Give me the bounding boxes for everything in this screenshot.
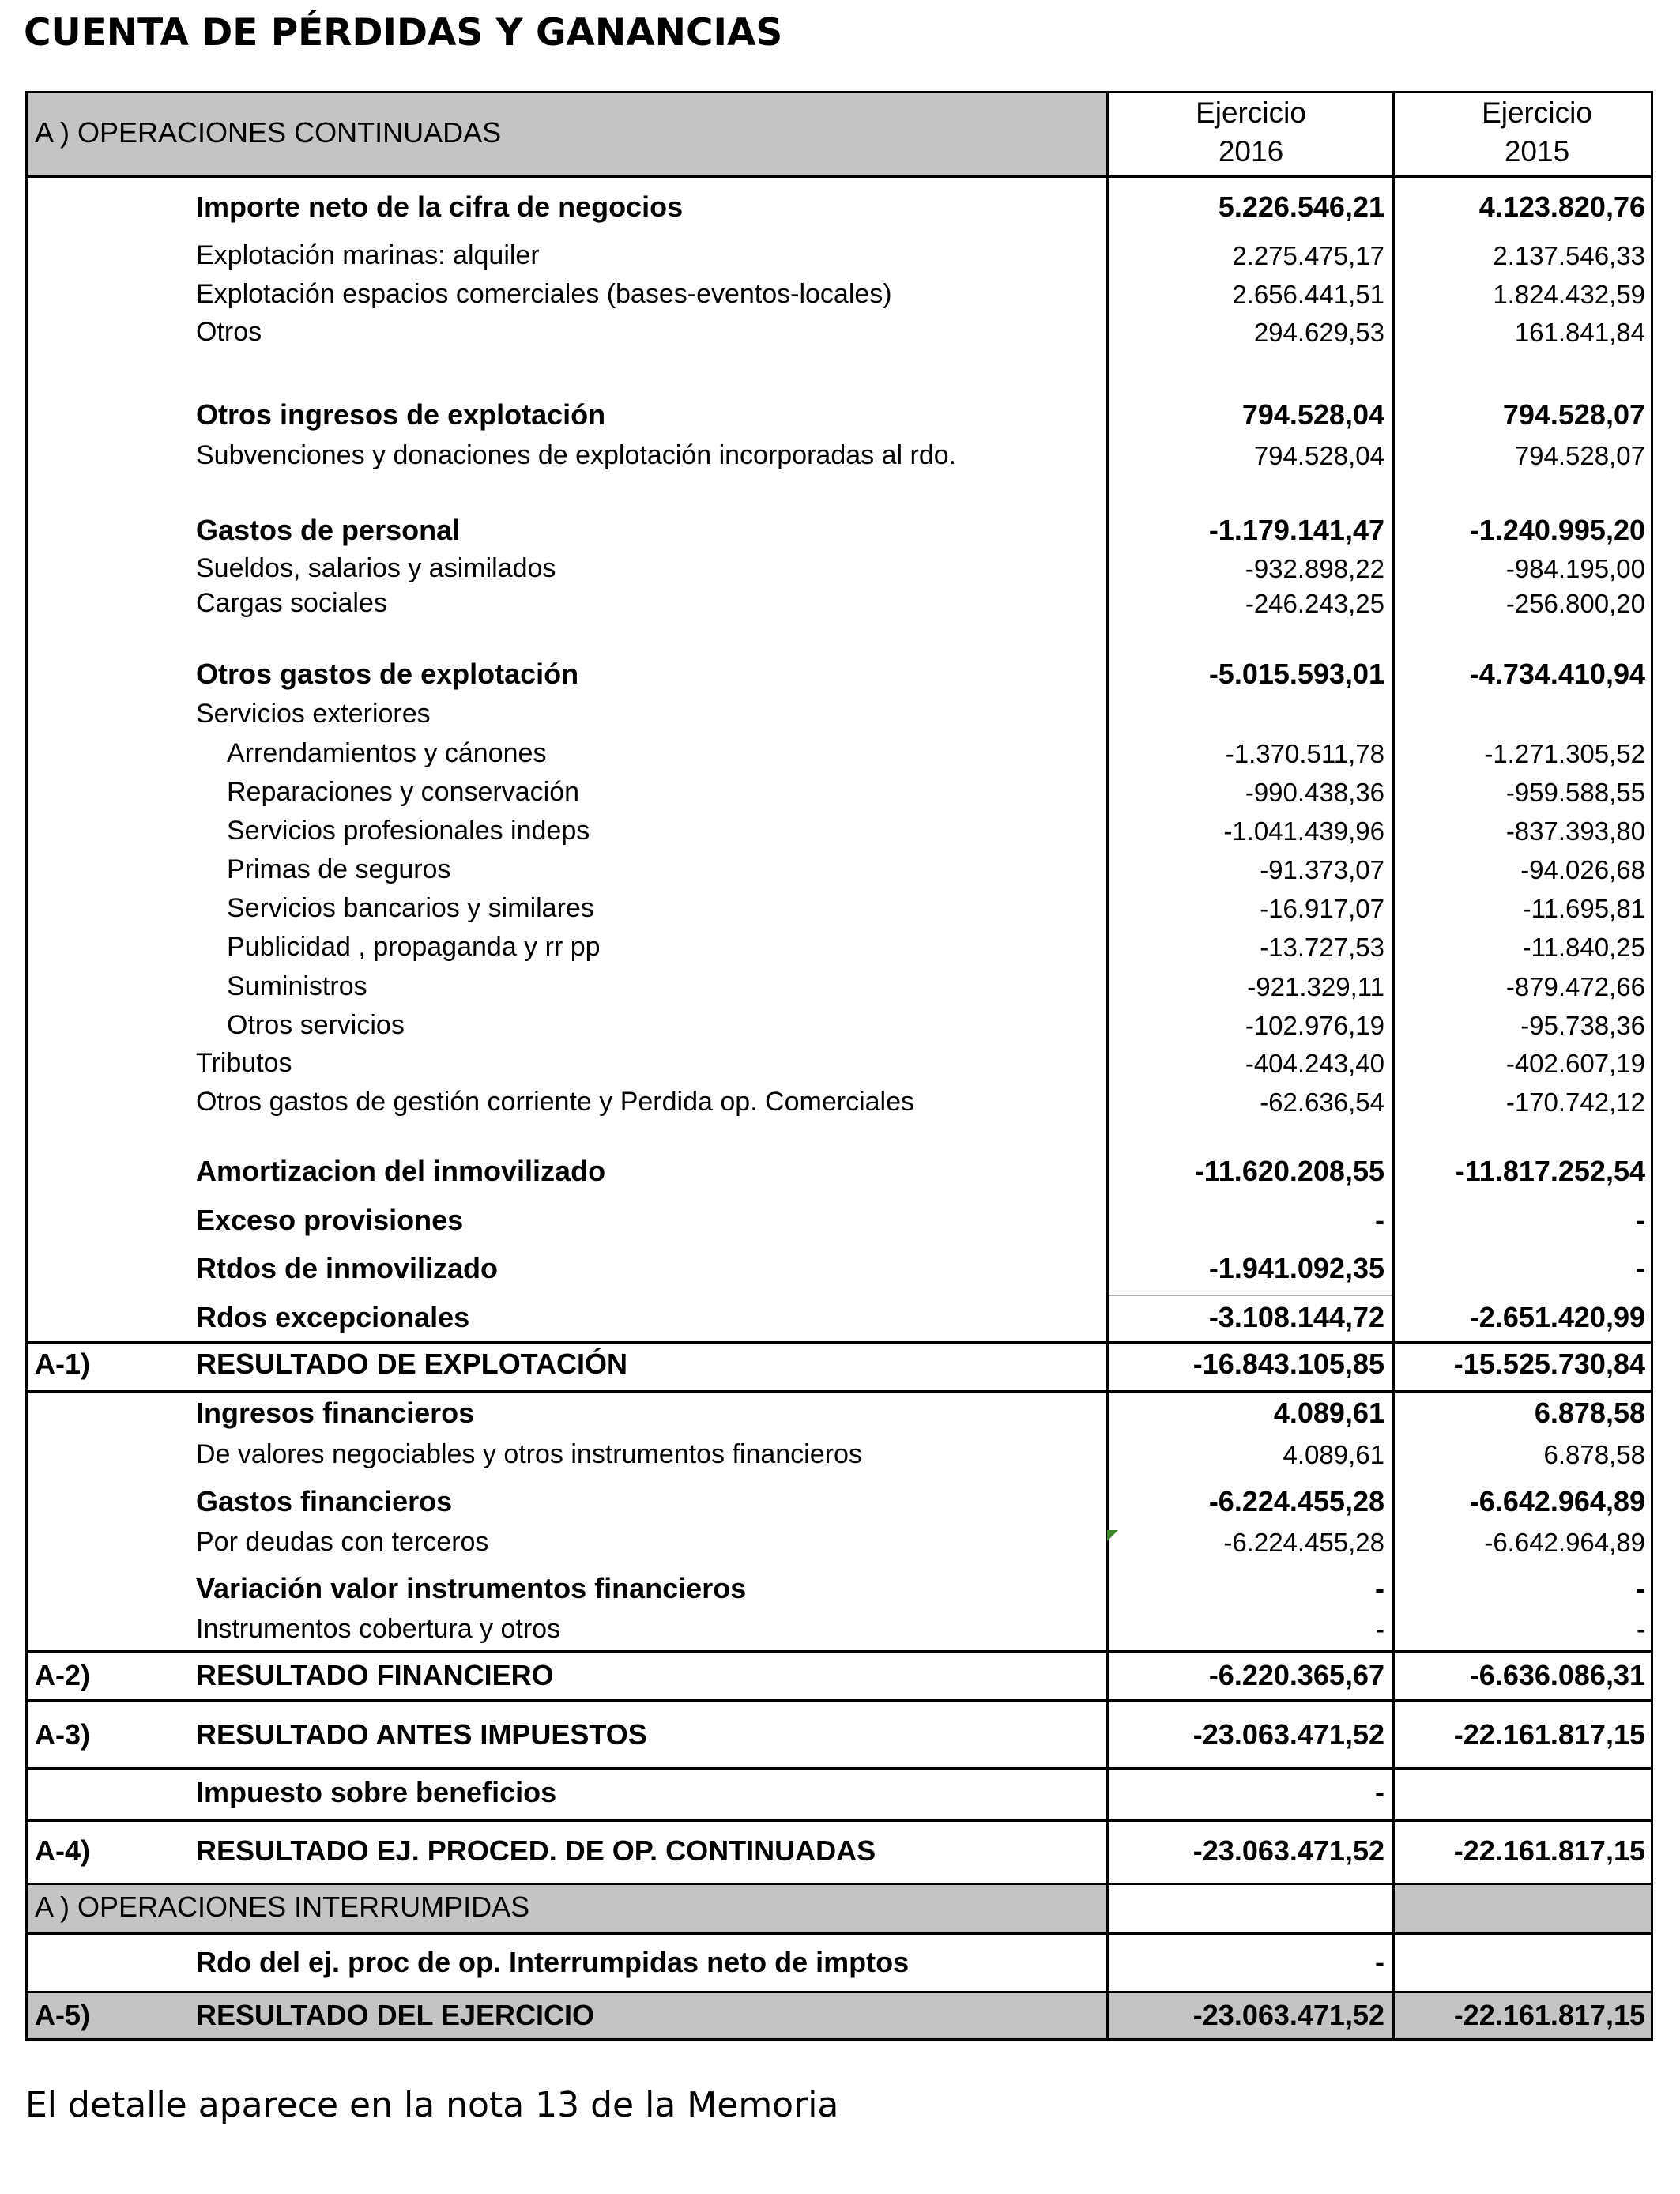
row-label-servicios-exteriores: Servicios exteriores — [196, 699, 431, 729]
row-value-2015-publicidad-propaganda-y-rr-pp: -11.840,25 — [1522, 932, 1645, 962]
row-value-2016-reparaciones-y-conservacion: -990.438,36 — [1245, 777, 1384, 807]
row-label-suministros: Suministros — [227, 971, 367, 1001]
row-label-resultado-antes-impuestos: RESULTADO ANTES IMPUESTOS — [196, 1718, 647, 1751]
row-label-ingresos-financieros: Ingresos financieros — [196, 1397, 475, 1429]
row-label-instrumentos-cobertura-y-otros: Instrumentos cobertura y otros — [196, 1614, 561, 1644]
row-label-tributos: Tributos — [196, 1048, 292, 1078]
footer-note: El detalle aparece en la nota 13 de la Memoria — [25, 2085, 839, 2125]
row-value-2016-otros-gastos-de-explotacion: -5.015.593,01 — [1208, 658, 1384, 690]
row-label-publicidad-propaganda-y-rr-pp: Publicidad , propaganda y rr pp — [227, 932, 601, 962]
row-value-2016-por-deudas-con-terceros: -6.224.455,28 — [1223, 1527, 1384, 1557]
row-value-2015-cargas-sociales: -256.800,20 — [1505, 588, 1645, 618]
row-rule-8 — [25, 1932, 1653, 1935]
row-value-2015-explotacion-marinas-alquiler: 2.137.546,33 — [1493, 240, 1645, 270]
row-label-rdos-excepcionales: Rdos excepcionales — [196, 1301, 470, 1333]
row-label-otros: Otros — [196, 317, 262, 347]
row-ref-resultado-financiero: A-2) — [35, 1659, 90, 1691]
row-value-2015-de-valores-negociables-y-otros-instrumentos-fina: 6.878,58 — [1543, 1439, 1645, 1469]
row-value-2016-gastos-de-personal: -1.179.141,47 — [1208, 514, 1384, 546]
row-value-2015-resultado-del-ejercicio: -22.161.817,15 — [1453, 1999, 1645, 2031]
row-value-2015-suministros: -879.472,66 — [1505, 971, 1645, 1001]
row-label-resultado-ej-proced-de-op-continuadas: RESULTADO EJ. PROCED. DE OP. CONTINUADAS — [196, 1834, 876, 1867]
row-value-2015-resultado-ej-proced-de-op-continuadas: -22.161.817,15 — [1453, 1834, 1645, 1867]
row-label-sueldos-salarios-y-asimilados: Sueldos, salarios y asimilados — [196, 553, 556, 583]
row-value-2016-tributos: -404.243,40 — [1245, 1048, 1384, 1078]
row-rule-0 — [25, 175, 1653, 178]
row-value-2015-resultado-financiero: -6.636.086,31 — [1469, 1659, 1645, 1691]
row-value-2015-tributos: -402.607,19 — [1505, 1048, 1645, 1078]
row-value-2015-rtdos-de-inmovilizado: - — [1636, 1252, 1645, 1284]
row-value-2016-cargas-sociales: -246.243,25 — [1245, 588, 1384, 618]
row-label-impuesto-sobre-beneficios: Impuesto sobre beneficios — [196, 1776, 557, 1808]
row-label-subvenciones-y-donaciones-de-explotacion-incorpo: Subvenciones y donaciones de explotación incorporadas al rdo. — [196, 440, 957, 470]
row-label-otros-gastos-de-gestion-corriente-y-perdida-op-c: Otros gastos de gestión corriente y Perdida op. Comerciales — [196, 1087, 915, 1117]
row-value-2015-otros-servicios: -95.738,36 — [1520, 1010, 1645, 1040]
row-label-variacion-valor-instrumentos-financieros: Variación valor instrumentos financieros — [196, 1572, 747, 1604]
row-value-2015-por-deudas-con-terceros: -6.642.964,89 — [1484, 1527, 1645, 1557]
row-rule-2 — [25, 1390, 1653, 1393]
row-value-2015-variacion-valor-instrumentos-financieros: - — [1636, 1572, 1645, 1604]
row-value-2016-explotacion-espacios-comerciales-bases-eventos-l: 2.656.441,51 — [1232, 279, 1384, 309]
row-label-servicios-bancarios-y-similares: Servicios bancarios y similares — [227, 893, 594, 923]
row-value-2016-variacion-valor-instrumentos-financieros: - — [1375, 1572, 1384, 1604]
row-label-otros-gastos-de-explotacion: Otros gastos de explotación — [196, 658, 579, 690]
row-label-explotacion-espacios-comerciales-bases-eventos-l: Explotación espacios comerciales (bases-eventos-locales) — [196, 279, 892, 309]
row-value-2016-importe-neto-de-la-cifra-de-negocios: 5.226.546,21 — [1218, 190, 1384, 223]
row-value-2015-otros-ingresos-de-explotacion: 794.528,07 — [1502, 398, 1645, 431]
row-value-2016-subvenciones-y-donaciones-de-explotacion-incorpo: 794.528,04 — [1253, 440, 1384, 470]
row-rule-6 — [25, 1819, 1653, 1822]
row-rule-9 — [25, 1991, 1653, 1993]
row-value-2016-resultado-antes-impuestos: -23.063.471,52 — [1192, 1718, 1384, 1751]
row-value-2016-sueldos-salarios-y-asimilados: -932.898,22 — [1245, 553, 1384, 583]
row-value-2015-servicios-bancarios-y-similares: -11.695,81 — [1522, 893, 1645, 923]
row-value-2016-otros-gastos-de-gestion-corriente-y-perdida-op-c: -62.636,54 — [1260, 1087, 1384, 1117]
row-rule-5 — [25, 1767, 1653, 1770]
row-value-2016-rdo-del-ej-proc-de-op-interrumpidas-neto-de-impt: - — [1375, 1946, 1384, 1978]
row-label-rdo-del-ej-proc-de-op-interrumpidas-neto-de-impt: Rdo del ej. proc de op. Interrumpidas neto de imptos — [196, 1946, 910, 1978]
row-label-rtdos-de-inmovilizado: Rtdos de inmovilizado — [196, 1252, 499, 1284]
row-value-2016-resultado-de-explotacion: -16.843.105,85 — [1192, 1348, 1384, 1380]
header-col-2016-line2: 2016 — [1218, 135, 1284, 168]
document-title: CUENTA DE PÉRDIDAS Y GANANCIAS — [24, 11, 783, 55]
row-value-2015-gastos-financieros: -6.642.964,89 — [1469, 1485, 1645, 1517]
row-value-2015-primas-de-seguros: -94.026,68 — [1520, 854, 1645, 884]
row-value-2015-otros: 161.841,84 — [1514, 317, 1645, 347]
header-col-2015-line1: Ejercicio — [1482, 96, 1592, 129]
row-value-2016-impuesto-sobre-beneficios: - — [1375, 1776, 1384, 1808]
row-value-2016-gastos-financieros: -6.224.455,28 — [1208, 1485, 1384, 1517]
row-rule-3 — [25, 1650, 1653, 1653]
row-label-gastos-de-personal: Gastos de personal — [196, 514, 461, 546]
row-label-servicios-profesionales-indeps: Servicios profesionales indeps — [227, 816, 590, 846]
row-value-2015-rdos-excepcionales: -2.651.420,99 — [1469, 1301, 1645, 1333]
row-rule-4 — [25, 1699, 1653, 1702]
row-value-2015-otros-gastos-de-explotacion: -4.734.410,94 — [1469, 658, 1645, 690]
row-label-exceso-provisiones: Exceso provisiones — [196, 1204, 464, 1236]
row-label-otros-servicios: Otros servicios — [227, 1010, 405, 1040]
row-label-por-deudas-con-terceros: Por deudas con terceros — [196, 1527, 489, 1557]
row-label-resultado-de-explotacion: RESULTADO DE EXPLOTACIÓN — [196, 1348, 628, 1380]
row-value-2016-suministros: -921.329,11 — [1247, 971, 1384, 1001]
row-value-2015-resultado-de-explotacion: -15.525.730,84 — [1453, 1348, 1645, 1380]
row-value-2016-resultado-del-ejercicio: -23.063.471,52 — [1192, 1999, 1384, 2031]
row-value-2016-rtdos-de-inmovilizado: -1.941.092,35 — [1208, 1252, 1384, 1284]
row-value-2015-servicios-profesionales-indeps: -837.393,80 — [1505, 816, 1645, 846]
row-value-2016-resultado-ej-proced-de-op-continuadas: -23.063.471,52 — [1192, 1834, 1384, 1867]
row-value-2015-exceso-provisiones: - — [1636, 1204, 1645, 1236]
row-value-2016-otros-servicios: -102.976,19 — [1245, 1010, 1384, 1040]
row-value-2016-instrumentos-cobertura-y-otros: - — [1376, 1614, 1384, 1644]
row-label-a-operaciones-interrumpidas: A ) OPERACIONES INTERRUMPIDAS — [35, 1891, 530, 1923]
row-label-gastos-financieros: Gastos financieros — [196, 1485, 453, 1517]
row-value-2016-ingresos-financieros: 4.089,61 — [1273, 1397, 1384, 1429]
row-label-cargas-sociales: Cargas sociales — [196, 588, 387, 618]
row-label-reparaciones-y-conservacion: Reparaciones y conservación — [227, 777, 580, 807]
header-col-2015-line2: 2015 — [1504, 135, 1570, 168]
row-label-otros-ingresos-de-explotacion: Otros ingresos de explotación — [196, 398, 606, 431]
row-value-2015-otros-gastos-de-gestion-corriente-y-perdida-op-c: -170.742,12 — [1505, 1087, 1645, 1117]
row-label-de-valores-negociables-y-otros-instrumentos-fina: De valores negociables y otros instrumentos financieros — [196, 1439, 862, 1469]
header-col-2016-line1: Ejercicio — [1196, 96, 1306, 129]
row-rule-1 — [25, 1341, 1653, 1344]
row-label-arrendamientos-y-canones: Arrendamientos y cánones — [227, 738, 547, 768]
row-value-2016-servicios-bancarios-y-similares: -16.917,07 — [1260, 893, 1384, 923]
row-rule-7 — [25, 1883, 1653, 1885]
row-value-2016-exceso-provisiones: - — [1375, 1204, 1384, 1236]
row-value-2015-instrumentos-cobertura-y-otros: - — [1637, 1614, 1645, 1644]
row-label-amortizacion-del-inmovilizado: Amortizacion del inmovilizado — [196, 1155, 606, 1187]
row-ref-resultado-ej-proced-de-op-continuadas: A-4) — [35, 1834, 90, 1867]
row-value-2015-gastos-de-personal: -1.240.995,20 — [1469, 514, 1645, 546]
row-value-2015-importe-neto-de-la-cifra-de-negocios: 4.123.820,76 — [1478, 190, 1645, 223]
row-value-2016-amortizacion-del-inmovilizado: -11.620.208,55 — [1194, 1155, 1384, 1187]
row-label-importe-neto-de-la-cifra-de-negocios: Importe neto de la cifra de negocios — [196, 190, 684, 223]
row-value-2015-subvenciones-y-donaciones-de-explotacion-incorpo: 794.528,07 — [1514, 440, 1645, 470]
row-value-2015-resultado-antes-impuestos: -22.161.817,15 — [1453, 1718, 1645, 1751]
header-section-label: A ) OPERACIONES CONTINUADAS — [35, 116, 502, 149]
cell-comment-marker-icon — [1107, 1530, 1118, 1541]
row-value-2016-arrendamientos-y-canones: -1.370.511,78 — [1225, 738, 1384, 768]
row-label-primas-de-seguros: Primas de seguros — [227, 854, 451, 884]
row-value-2016-de-valores-negociables-y-otros-instrumentos-fina: 4.089,61 — [1283, 1439, 1384, 1469]
row-value-2015-ingresos-financieros: 6.878,58 — [1534, 1397, 1645, 1429]
row-value-2016-rdos-excepcionales: -3.108.144,72 — [1208, 1301, 1384, 1333]
row-value-2016-otros-ingresos-de-explotacion: 794.528,04 — [1241, 398, 1384, 431]
cell-rule-light — [1109, 1295, 1392, 1296]
row-value-2016-otros: 294.629,53 — [1253, 317, 1384, 347]
row-value-2016-resultado-financiero: -6.220.365,67 — [1208, 1659, 1384, 1691]
row-label-resultado-financiero: RESULTADO FINANCIERO — [196, 1659, 554, 1691]
row-value-2015-sueldos-salarios-y-asimilados: -984.195,00 — [1505, 553, 1645, 583]
row-label-explotacion-marinas-alquiler: Explotación marinas: alquiler — [196, 240, 540, 270]
row-value-2015-reparaciones-y-conservacion: -959.588,55 — [1505, 777, 1645, 807]
row-value-2015-explotacion-espacios-comerciales-bases-eventos-l: 1.824.432,59 — [1493, 279, 1645, 309]
row-value-2015-arrendamientos-y-canones: -1.271.305,52 — [1484, 738, 1645, 768]
row-label-resultado-del-ejercicio: RESULTADO DEL EJERCICIO — [196, 1999, 595, 2031]
band-interrumpidas-col2 — [1392, 1883, 1651, 1932]
row-value-2015-amortizacion-del-inmovilizado: -11.817.252,54 — [1455, 1155, 1645, 1187]
row-ref-resultado-de-explotacion: A-1) — [35, 1348, 90, 1380]
row-value-2016-primas-de-seguros: -91.373,07 — [1260, 854, 1384, 884]
row-ref-resultado-del-ejercicio: A-5) — [35, 1999, 90, 2031]
row-value-2016-publicidad-propaganda-y-rr-pp: -13.727,53 — [1260, 932, 1384, 962]
row-ref-resultado-antes-impuestos: A-3) — [35, 1718, 90, 1751]
row-value-2016-explotacion-marinas-alquiler: 2.275.475,17 — [1232, 240, 1384, 270]
row-value-2016-servicios-profesionales-indeps: -1.041.439,96 — [1223, 816, 1384, 846]
